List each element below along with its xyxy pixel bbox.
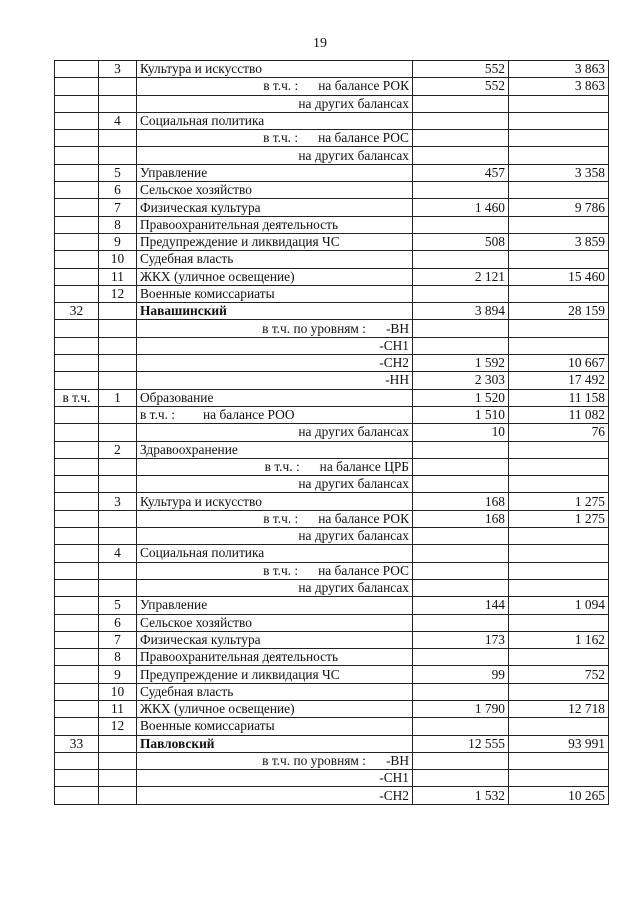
value-cell-2: [509, 562, 609, 579]
region-cell: [55, 545, 99, 562]
subtotal-label: в т.ч. :: [140, 407, 176, 423]
value-cell-1: 10: [413, 424, 509, 441]
value-cell-2: 1 275: [509, 510, 609, 527]
index-cell: [99, 320, 137, 337]
region-cell: [55, 199, 99, 216]
name-cell: Предупреждение и ликвидация ЧС: [137, 666, 413, 683]
table-row: [55, 424, 609, 441]
value-cell-2: 12 718: [509, 700, 609, 717]
value-cell-1: [413, 562, 509, 579]
subtotal-label: в т.ч. :: [263, 510, 299, 526]
index-cell: 9: [99, 666, 137, 683]
budget-table: [54, 60, 609, 805]
index-cell: 6: [99, 614, 137, 631]
value-cell-2: 11 082: [509, 406, 609, 423]
index-cell: [99, 752, 137, 769]
name-cell: на других балансах: [137, 424, 413, 441]
page-number: 19: [313, 36, 327, 51]
name-cell: -СН1: [137, 770, 413, 787]
value-cell-1: [413, 458, 509, 475]
table-row: [55, 597, 609, 614]
table-row: [55, 61, 609, 78]
region-cell: [55, 718, 99, 735]
value-cell-1: [413, 683, 509, 700]
table-row: [55, 649, 609, 666]
value-cell-2: [509, 614, 609, 631]
subtotal-target: на балансе РОК: [318, 78, 409, 94]
index-cell: [99, 579, 137, 596]
name-cell: Культура и искусство: [137, 61, 413, 78]
index-cell: [99, 303, 137, 320]
value-cell-2: 752: [509, 666, 609, 683]
value-cell-2: [509, 147, 609, 164]
region-cell: [55, 182, 99, 199]
value-cell-2: [509, 182, 609, 199]
subtotal-target: -ВН: [385, 753, 409, 769]
value-cell-2: 93 991: [509, 735, 609, 752]
table-row: [55, 752, 609, 769]
table-row: [55, 631, 609, 648]
name-cell: на других балансах: [137, 147, 413, 164]
table-row: [55, 735, 609, 752]
table-row: [55, 216, 609, 233]
region-cell: [55, 251, 99, 268]
value-cell-2: [509, 320, 609, 337]
name-cell: Правоохранительная деятельность: [137, 649, 413, 666]
value-cell-1: [413, 718, 509, 735]
name-cell: Военные комиссариаты: [137, 285, 413, 302]
name-cell: Сельское хозяйство: [137, 182, 413, 199]
value-cell-1: [413, 216, 509, 233]
value-cell-1: 168: [413, 510, 509, 527]
value-cell-1: [413, 770, 509, 787]
table-row: [55, 389, 609, 406]
value-cell-1: 173: [413, 631, 509, 648]
table-row: [55, 233, 609, 250]
index-cell: [99, 147, 137, 164]
name-cell: Культура и искусство: [137, 493, 413, 510]
table-row: [55, 493, 609, 510]
region-cell: [55, 355, 99, 372]
value-cell-2: 76: [509, 424, 609, 441]
table-row: [55, 164, 609, 181]
region-cell: [55, 164, 99, 181]
name-cell: на других балансах: [137, 528, 413, 545]
value-cell-2: [509, 683, 609, 700]
value-cell-1: 457: [413, 164, 509, 181]
value-cell-2: [509, 718, 609, 735]
value-cell-1: 552: [413, 61, 509, 78]
table-row: [55, 130, 609, 147]
region-cell: [55, 510, 99, 527]
index-cell: 9: [99, 233, 137, 250]
name-cell: на других балансах: [137, 476, 413, 493]
region-cell: [55, 493, 99, 510]
region-cell: [55, 683, 99, 700]
name-cell: [137, 130, 413, 147]
value-cell-2: [509, 545, 609, 562]
subtotal-label: в т.ч. :: [263, 562, 299, 578]
value-cell-2: 3 859: [509, 233, 609, 250]
table-row: [55, 787, 609, 804]
index-cell: [99, 355, 137, 372]
subtotal-target: на балансе РОО: [203, 407, 295, 423]
value-cell-1: 168: [413, 493, 509, 510]
index-cell: [99, 372, 137, 389]
value-cell-2: 1 094: [509, 597, 609, 614]
name-cell: Управление: [137, 597, 413, 614]
value-cell-2: [509, 752, 609, 769]
region-cell: [55, 649, 99, 666]
name-cell: Павловский: [137, 735, 413, 752]
table-row: [55, 666, 609, 683]
table-row: [55, 112, 609, 129]
index-cell: [99, 78, 137, 95]
value-cell-1: 1 510: [413, 406, 509, 423]
value-cell-2: [509, 337, 609, 354]
name-cell: Правоохранительная деятельность: [137, 216, 413, 233]
value-cell-1: 1 592: [413, 355, 509, 372]
value-cell-2: [509, 251, 609, 268]
name-cell: Навашинский: [137, 303, 413, 320]
region-cell: [55, 372, 99, 389]
name-cell: -СН2: [137, 355, 413, 372]
index-cell: 10: [99, 683, 137, 700]
name-cell: Военные комиссариаты: [137, 718, 413, 735]
value-cell-2: [509, 95, 609, 112]
value-cell-1: [413, 285, 509, 302]
index-cell: 8: [99, 216, 137, 233]
index-cell: [99, 337, 137, 354]
table-row: [55, 78, 609, 95]
index-cell: 3: [99, 61, 137, 78]
value-cell-1: [413, 182, 509, 199]
index-cell: [99, 95, 137, 112]
region-cell: [55, 424, 99, 441]
subtotal-label: в т.ч. :: [263, 78, 299, 94]
region-cell: [55, 95, 99, 112]
region-cell: [55, 666, 99, 683]
region-cell: [55, 147, 99, 164]
value-cell-1: 508: [413, 233, 509, 250]
table-row: [55, 562, 609, 579]
region-cell: [55, 337, 99, 354]
region-cell: [55, 787, 99, 804]
index-cell: [99, 406, 137, 423]
value-cell-1: [413, 320, 509, 337]
name-cell: Судебная власть: [137, 683, 413, 700]
region-cell: в т.ч.: [55, 389, 99, 406]
index-cell: [99, 787, 137, 804]
index-cell: [99, 424, 137, 441]
index-cell: 11: [99, 268, 137, 285]
value-cell-1: 144: [413, 597, 509, 614]
value-cell-2: [509, 476, 609, 493]
region-cell: [55, 528, 99, 545]
name-cell: [137, 78, 413, 95]
region-cell: [55, 285, 99, 302]
table-row: [55, 545, 609, 562]
value-cell-1: 1 460: [413, 199, 509, 216]
region-cell: [55, 233, 99, 250]
region-cell: 33: [55, 735, 99, 752]
name-cell: Сельское хозяйство: [137, 614, 413, 631]
name-cell: [137, 320, 413, 337]
value-cell-1: 99: [413, 666, 509, 683]
value-cell-1: 3 894: [413, 303, 509, 320]
index-cell: [99, 510, 137, 527]
table-row: [55, 528, 609, 545]
index-cell: 5: [99, 597, 137, 614]
value-cell-1: 2 121: [413, 268, 509, 285]
index-cell: 3: [99, 493, 137, 510]
value-cell-1: 1 790: [413, 700, 509, 717]
name-cell: [137, 406, 413, 423]
name-cell: ЖКХ (уличное освещение): [137, 700, 413, 717]
name-cell: Здравоохранение: [137, 441, 413, 458]
value-cell-2: 15 460: [509, 268, 609, 285]
name-cell: Судебная власть: [137, 251, 413, 268]
value-cell-1: 12 555: [413, 735, 509, 752]
value-cell-1: [413, 579, 509, 596]
region-cell: [55, 441, 99, 458]
value-cell-1: [413, 337, 509, 354]
region-cell: [55, 700, 99, 717]
value-cell-1: [413, 528, 509, 545]
index-cell: 2: [99, 441, 137, 458]
value-cell-2: [509, 579, 609, 596]
table-row: [55, 303, 609, 320]
value-cell-1: [413, 752, 509, 769]
subtotal-target: на балансе РОС: [318, 562, 409, 578]
value-cell-2: [509, 216, 609, 233]
name-cell: ЖКХ (уличное освещение): [137, 268, 413, 285]
name-cell: Управление: [137, 164, 413, 181]
table-row: [55, 268, 609, 285]
subtotal-target: на балансе ЦРБ: [319, 458, 409, 474]
value-cell-1: [413, 476, 509, 493]
value-cell-1: [413, 147, 509, 164]
region-cell: [55, 216, 99, 233]
subtotal-target: на балансе РОК: [318, 510, 409, 526]
region-cell: [55, 406, 99, 423]
region-cell: [55, 130, 99, 147]
table-row: [55, 700, 609, 717]
table-row: [55, 718, 609, 735]
table-row: [55, 458, 609, 475]
value-cell-2: 3 863: [509, 61, 609, 78]
value-cell-1: [413, 95, 509, 112]
value-cell-1: [413, 441, 509, 458]
value-cell-2: 11 158: [509, 389, 609, 406]
name-cell: Образование: [137, 389, 413, 406]
value-cell-2: [509, 441, 609, 458]
value-cell-2: [509, 528, 609, 545]
region-cell: [55, 268, 99, 285]
region-cell: [55, 579, 99, 596]
value-cell-2: 1 162: [509, 631, 609, 648]
value-cell-2: [509, 458, 609, 475]
table-row: [55, 95, 609, 112]
index-cell: 7: [99, 631, 137, 648]
region-cell: [55, 112, 99, 129]
subtotal-target: -ВН: [385, 320, 409, 336]
name-cell: Физическая культура: [137, 631, 413, 648]
index-cell: [99, 770, 137, 787]
region-cell: [55, 770, 99, 787]
value-cell-2: 10 667: [509, 355, 609, 372]
table-row: [55, 441, 609, 458]
subtotal-label: в т.ч. :: [264, 458, 300, 474]
value-cell-2: [509, 285, 609, 302]
region-cell: [55, 61, 99, 78]
name-cell: Предупреждение и ликвидация ЧС: [137, 233, 413, 250]
table-row: [55, 320, 609, 337]
name-cell: -НН: [137, 372, 413, 389]
index-cell: [99, 476, 137, 493]
index-cell: 10: [99, 251, 137, 268]
name-cell: [137, 752, 413, 769]
index-cell: [99, 528, 137, 545]
table-row: [55, 406, 609, 423]
name-cell: -СН2: [137, 787, 413, 804]
region-cell: [55, 78, 99, 95]
region-cell: [55, 562, 99, 579]
name-cell: [137, 510, 413, 527]
index-cell: 8: [99, 649, 137, 666]
name-cell: Физическая культура: [137, 199, 413, 216]
region-cell: [55, 476, 99, 493]
table-row: [55, 372, 609, 389]
index-cell: 12: [99, 285, 137, 302]
table-row: [55, 683, 609, 700]
region-cell: [55, 614, 99, 631]
value-cell-1: [413, 130, 509, 147]
index-cell: 12: [99, 718, 137, 735]
value-cell-1: 1 532: [413, 787, 509, 804]
subtotal-target: на балансе РОС: [318, 130, 409, 146]
table-body: [55, 61, 609, 805]
name-cell: [137, 562, 413, 579]
table-row: [55, 182, 609, 199]
index-cell: 6: [99, 182, 137, 199]
value-cell-1: [413, 614, 509, 631]
subtotal-label: в т.ч. по уровням :: [262, 753, 366, 769]
index-cell: 4: [99, 545, 137, 562]
region-cell: [55, 458, 99, 475]
value-cell-2: [509, 649, 609, 666]
table-row: [55, 614, 609, 631]
subtotal-label: в т.ч. :: [263, 130, 299, 146]
table-row: [55, 147, 609, 164]
index-cell: 4: [99, 112, 137, 129]
table-row: [55, 285, 609, 302]
name-cell: на других балансах: [137, 95, 413, 112]
value-cell-2: 10 265: [509, 787, 609, 804]
index-cell: [99, 458, 137, 475]
value-cell-2: [509, 130, 609, 147]
name-cell: -СН1: [137, 337, 413, 354]
value-cell-2: 3 358: [509, 164, 609, 181]
index-cell: [99, 562, 137, 579]
table-row: [55, 251, 609, 268]
value-cell-2: 9 786: [509, 199, 609, 216]
name-cell: на других балансах: [137, 579, 413, 596]
table-row: [55, 510, 609, 527]
table-row: [55, 579, 609, 596]
index-cell: 5: [99, 164, 137, 181]
value-cell-2: 3 863: [509, 78, 609, 95]
table-row: [55, 476, 609, 493]
value-cell-2: [509, 770, 609, 787]
value-cell-1: [413, 251, 509, 268]
index-cell: 11: [99, 700, 137, 717]
value-cell-2: 17 492: [509, 372, 609, 389]
value-cell-1: 1 520: [413, 389, 509, 406]
name-cell: [137, 458, 413, 475]
value-cell-2: 28 159: [509, 303, 609, 320]
index-cell: 7: [99, 199, 137, 216]
value-cell-1: [413, 649, 509, 666]
region-cell: [55, 752, 99, 769]
value-cell-2: 1 275: [509, 493, 609, 510]
value-cell-1: [413, 545, 509, 562]
region-cell: [55, 320, 99, 337]
value-cell-2: [509, 112, 609, 129]
name-cell: Социальная политика: [137, 112, 413, 129]
table-row: [55, 337, 609, 354]
value-cell-1: [413, 112, 509, 129]
region-cell: [55, 631, 99, 648]
index-cell: 1: [99, 389, 137, 406]
index-cell: [99, 735, 137, 752]
name-cell: Социальная политика: [137, 545, 413, 562]
table-row: [55, 355, 609, 372]
region-cell: 32: [55, 303, 99, 320]
table-row: [55, 770, 609, 787]
subtotal-label: в т.ч. по уровням :: [262, 320, 366, 336]
region-cell: [55, 597, 99, 614]
index-cell: [99, 130, 137, 147]
table-row: [55, 199, 609, 216]
value-cell-1: 2 303: [413, 372, 509, 389]
value-cell-1: 552: [413, 78, 509, 95]
